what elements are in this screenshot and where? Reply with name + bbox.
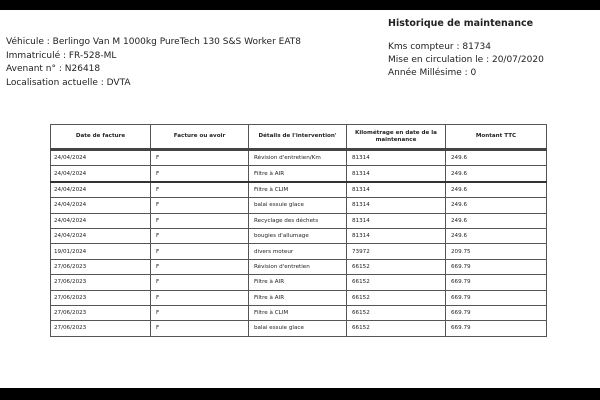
cell-amount: 249.6 xyxy=(446,213,547,228)
table-row xyxy=(51,244,547,259)
table-row xyxy=(51,150,547,166)
cell-details: Filtre à AIR xyxy=(249,166,347,182)
cell-details: divers moteur xyxy=(249,244,347,259)
cell-amount: 669.79 xyxy=(446,305,547,320)
cell-date: 19/01/2024 xyxy=(51,244,151,259)
cell-mileage: 66152 xyxy=(347,259,446,274)
cell-invoice-type: F xyxy=(151,150,249,166)
cell-invoice-type: F xyxy=(151,198,249,213)
cell-details: Filtre à AIR xyxy=(249,290,347,305)
cell-mileage: 66152 xyxy=(347,321,446,336)
table-row xyxy=(51,290,547,305)
cell-details: balai essuie glace xyxy=(249,321,347,336)
header-amount: Montant TTC xyxy=(446,125,547,150)
vehicle-registration: Immatriculé : FR-528-ML xyxy=(6,50,117,61)
maintenance-info xyxy=(388,41,544,80)
top-black-bar xyxy=(0,0,600,10)
cell-amount: 209.75 xyxy=(446,244,547,259)
cell-date: 24/04/2024 xyxy=(51,213,151,228)
cell-invoice-type: F xyxy=(151,305,249,320)
maintenance-table-container xyxy=(50,124,546,337)
cell-mileage: 81314 xyxy=(347,166,446,182)
header-intervention-details: Détails de l'intervention' xyxy=(249,125,347,150)
cell-mileage: 66152 xyxy=(347,290,446,305)
cell-invoice-type: F xyxy=(151,275,249,290)
cell-date: 27/06/2023 xyxy=(51,275,151,290)
cell-details: Recyclage des déchets xyxy=(249,213,347,228)
cell-details: Révision d'entretien xyxy=(249,259,347,274)
maintenance-table xyxy=(50,124,547,337)
cell-invoice-type: F xyxy=(151,166,249,182)
registration-date: Mise en circulation le : 20/07/2020 xyxy=(388,55,544,65)
cell-date: 24/04/2024 xyxy=(51,228,151,243)
cell-amount: 249.6 xyxy=(446,166,547,182)
table-row xyxy=(51,166,547,182)
cell-amount: 249.6 xyxy=(446,150,547,166)
cell-date: 27/06/2023 xyxy=(51,321,151,336)
header-invoice-type: Facture ou avoir xyxy=(151,125,249,150)
cell-amount: 669.79 xyxy=(446,290,547,305)
cell-invoice-type: F xyxy=(151,290,249,305)
cell-mileage: 73972 xyxy=(347,244,446,259)
table-body xyxy=(51,150,547,337)
cell-invoice-type: F xyxy=(151,259,249,274)
cell-invoice-type: F xyxy=(151,213,249,228)
vehicle-amendment-number: Avenant n° : N26418 xyxy=(6,64,101,74)
cell-date: 24/04/2024 xyxy=(51,150,151,166)
cell-amount: 669.79 xyxy=(446,259,547,274)
header-mileage: Kilométrage en date de la maintenance xyxy=(347,125,446,150)
cell-date: 24/04/2024 xyxy=(51,198,151,213)
table-row xyxy=(51,259,547,274)
maintenance-title: Historique de maintenance xyxy=(388,18,534,29)
cell-date: 24/04/2024 xyxy=(51,182,151,198)
cell-date: 24/04/2024 xyxy=(51,166,151,182)
table-row xyxy=(51,275,547,290)
table-header-row xyxy=(51,125,547,150)
cell-amount: 249.6 xyxy=(446,228,547,243)
vehicle-model: Véhicule : Berlingo Van M 1000kg PureTech 130 S&S Worker EAT8 xyxy=(6,37,302,47)
cell-invoice-type: F xyxy=(151,321,249,336)
cell-details: Filtre à AIR xyxy=(249,275,347,290)
cell-details: Filtre à CLIM xyxy=(249,182,347,198)
cell-details: Révision d'entretien/Km xyxy=(249,150,347,166)
cell-mileage: 81314 xyxy=(347,182,446,198)
table-row xyxy=(51,228,547,243)
table-row xyxy=(51,182,547,198)
vehicle-info xyxy=(6,36,301,90)
vehicle-location: Localisation actuelle : DVTA xyxy=(6,77,131,88)
cell-amount: 249.6 xyxy=(446,182,547,198)
table-row xyxy=(51,305,547,320)
cell-amount: 669.79 xyxy=(446,275,547,290)
cell-amount: 669.79 xyxy=(446,321,547,336)
odometer: Kms compteur : 81734 xyxy=(388,42,492,52)
cell-details: balai essuie glace xyxy=(249,198,347,213)
cell-invoice-type: F xyxy=(151,182,249,198)
cell-date: 27/06/2023 xyxy=(51,290,151,305)
header-invoice-date: Date de facture xyxy=(51,125,151,150)
cell-amount: 249.6 xyxy=(446,198,547,213)
cell-date: 27/06/2023 xyxy=(51,305,151,320)
cell-details: Filtre à CLIM xyxy=(249,305,347,320)
bottom-black-bar xyxy=(0,388,600,400)
cell-mileage: 81314 xyxy=(347,198,446,213)
cell-mileage: 66152 xyxy=(347,275,446,290)
cell-details: bougies d'allumage xyxy=(249,228,347,243)
model-year: Année Millésime : 0 xyxy=(388,68,477,78)
cell-date: 27/06/2023 xyxy=(51,259,151,274)
cell-mileage: 81314 xyxy=(347,213,446,228)
cell-mileage: 81314 xyxy=(347,150,446,166)
table-row xyxy=(51,198,547,213)
table-row xyxy=(51,213,547,228)
cell-mileage: 81314 xyxy=(347,228,446,243)
cell-invoice-type: F xyxy=(151,244,249,259)
cell-invoice-type: F xyxy=(151,228,249,243)
table-row xyxy=(51,321,547,336)
cell-mileage: 66152 xyxy=(347,305,446,320)
